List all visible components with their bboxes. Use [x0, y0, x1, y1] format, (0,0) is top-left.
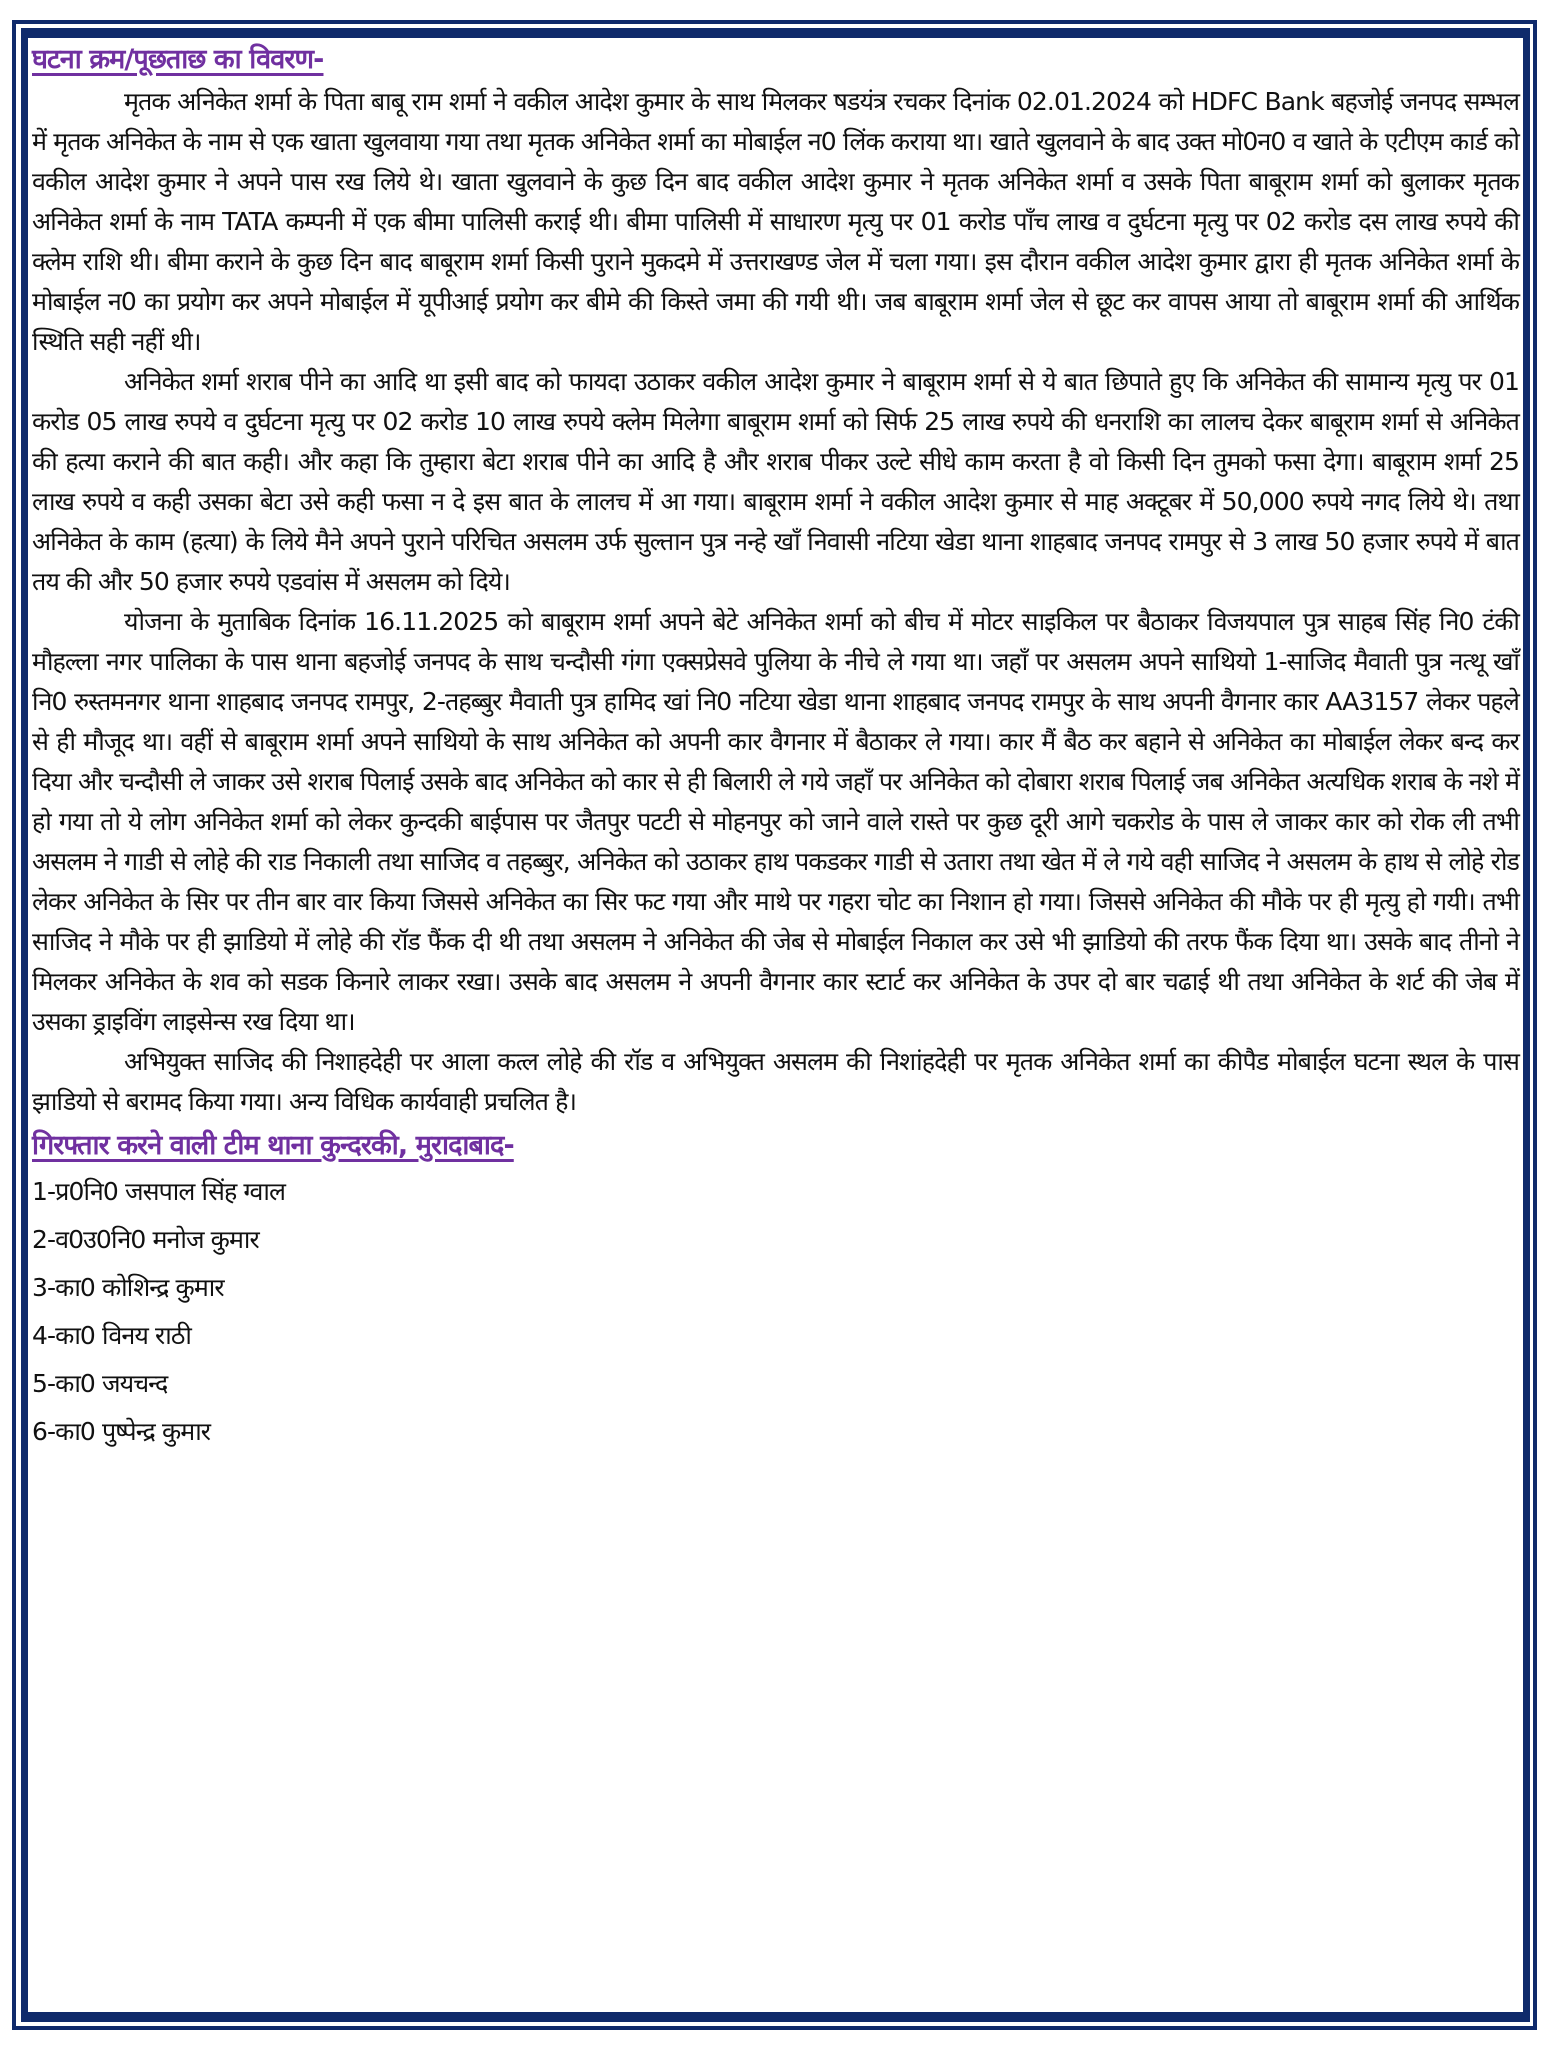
- team-member: 3-का0 कोशिन्द्र कुमार: [32, 1273, 224, 1302]
- incident-paragraph-3: [32, 602, 1519, 1042]
- team-member: 2-व0उ0नि0 मनोज कुमार: [32, 1225, 259, 1254]
- team-member: 5-का0 जयचन्द: [32, 1369, 168, 1398]
- team-member: 4-का0 विनय राठी: [32, 1321, 191, 1350]
- document-body: [32, 38, 1519, 1456]
- incident-paragraph-1: [32, 82, 1519, 362]
- incident-details-heading: घटना क्रम/पूछताछ का विवरण-: [32, 44, 324, 75]
- incident-paragraph-1-text: मृतक अनिकेत शर्मा के पिता बाबू राम शर्मा ने वकील आदेश कुमार के साथ मिलकर षडयंत्र रचकर दिनांक 02.01.2024 को HDFC Bank बहजोई जनपद सम्भल में मृतक अनिकेत के नाम से एक खाता खुलवाया गया तथा मृतक अनिकेत शर्मा का मोबाईल न0 लिंक कराया था। खाते खुलवाने के बाद उक्त मो0न0 व खाते के एटीएम कार्ड को वकील आदेश कुमार ने अपने पास रख लिये थे। खाता खुलवाने के कुछ दिन बाद वकील आदेश कुमार ने मृतक अनिकेत शर्मा व उसके पिता बाबूराम शर्मा को बुलाकर मृतक अनिकेत शर्मा के नाम TATA कम्पनी में एक बीमा पालिसी कराई थी। बीमा पालिसी में साधारण मृत्यु पर 01 करोड पाँच लाख व दुर्घटना मृत्यु पर 02 करोड दस लाख रुपये की क्लेम राशि थी। बीमा कराने के कुछ दिन बाद बाबूराम शर्मा किसी पुराने मुकदमे में उत्तराखण्ड जेल में चला गया। इस दौरान वकील आदेश कुमार द्वारा ही मृतक अनिकेत शर्मा के मोबाईल न0 का प्रयोग कर अपने मोबाईल में यूपीआई प्रयोग कर बीमे की किस्ते जमा की गयी थी। जब बाबूराम शर्मा जेल से छूट कर वापस आया तो बाबूराम शर्मा की आर्थिक स्थिति सही नहीं थी।: [32, 87, 1519, 356]
- incident-paragraph-3-text: योजना के मुताबिक दिनांक 16.11.2025 को बाबूराम शर्मा अपने बेटे अनिकेत शर्मा को बीच में मोटर साइकिल पर बैठाकर विजयपाल पुत्र साहब सिंह नि0 टंकी मौहल्ला नगर पालिका के पास थाना बहजोई जनपद के साथ चन्दौसी गंगा एक्सप्रेसवे पुलिया के नीचे ले गया था। जहाँ पर असलम अपने साथियो 1-साजिद मैवाती पुत्र नत्थू खाँ नि0 रुस्तमनगर थाना शाहबाद जनपद रामपुर, 2-तहब्बुर मैवाती पुत्र हामिद खां नि0 नटिया खेडा थाना शाहबाद जनपद रामपुर के साथ अपनी वैगनार कार AA3157 लेकर पहले से ही मौजूद था। वहीं से बाबूराम शर्मा अपने साथियो के साथ अनिकेत को अपनी कार वैगनार में बैठाकर ले गया। कार मैं बैठ कर बहाने से अनिकेत का मोबाईल लेकर बन्द कर दिया और चन्दौसी ले जाकर उसे शराब पिलाई उसके बाद अनिकेत को कार से ही बिलारी ले गये जहाँ पर अनिकेत को दोबारा शराब पिलाई जब अनिकेत अत्यधिक शराब के नशे में हो गया तो ये लोग अनिकेत शर्मा को लेकर कुन्दकी बाईपास पर जैतपुर पटटी से मोहनपुर को जाने वाले रास्ते पर कुछ दूरी आगे चकरोड के पास ले जाकर कार को रोक ली तभी असलम ने गाडी से लोहे की राड निकाली तथा साजिद व तहब्बुर, अनिकेत को उठाकर हाथ पकडकर गाडी से उतारा तथा खेत में ले गये वही साजिद ने असलम के हाथ से लोहे रोड लेकर अनिकेत के सिर पर तीन बार वार किया जिससे अनिकेत का सिर फट गया और माथे पर गहरा चोट का निशान हो गया। जिससे अनिकेत की मौके पर ही मृत्यु हो गयी। तभी साजिद ने मौके पर ही झाडियो में लोहे की रॉड फैंक दी थी तथा असलम ने अनिकेत की जेब से मोबाईल निकाल कर उसे भी झाडियो की तरफ फैंक दिया था। उसके बाद तीनो ने मिलकर अनिकेत के शव को सडक किनारे लाकर रखा। उसके बाद असलम ने अपनी वैगनार कार स्टार्ट कर अनिकेत के उपर दो बार चढाई थी तथा अनिकेत के शर्ट की जेब में उसका ड्राइविंग लाइसेन्स रख दिया था।: [32, 607, 1519, 1036]
- team-member: 1-प्र0नि0 जसपाल सिंह ग्वाल: [32, 1177, 286, 1206]
- arrest-team-heading: गिरफ्तार करने वाली टीम थाना कुन्दरकी, मुरादाबाद-: [32, 1130, 514, 1161]
- incident-paragraph-4-text: अभियुक्त साजिद की निशाहदेही पर आला कत्ल लोहे की रॉड व अभियुक्त असलम की निशांहदेही पर मृतक अनिकेत शर्मा का कीपैड मोबाईल घटना स्थल के पास झाडियो से बरामद किया गया। अन्य विधिक कार्यवाही प्रचलित है।: [32, 1047, 1519, 1116]
- arrest-team-list: [32, 1168, 1519, 1456]
- incident-paragraph-2-text: अनिकेत शर्मा शराब पीने का आदि था इसी बाद को फायदा उठाकर वकील आदेश कुमार ने बाबूराम शर्मा से ये बात छिपाते हुए कि अनिकेत की सामान्य मृत्यु पर 01 करोड 05 लाख रुपये व दुर्घटना मृत्यु पर 02 करोड 10 लाख रुपये क्लेम मिलेगा बाबूराम शर्मा को सिर्फ 25 लाख रुपये की धनराशि का लालच देकर बाबूराम शर्मा से अनिकेत की हत्या कराने की बात कही। और कहा कि तुम्हारा बेटा शराब पीने का आदि है और शराब पीकर उल्टे सीधे काम करता है वो किसी दिन तुमको फसा देगा। बाबूराम शर्मा 25 लाख रुपये व कही उसका बेटा उसे कही फसा न दे इस बात के लालच में आ गया। बाबूराम शर्मा ने वकील आदेश कुमार से माह अक्टूबर में 50,000 रुपये नगद लिये थे। तथा अनिकेत के काम (हत्या) के लिये मैने अपने पुराने परिचित असलम उर्फ सुल्तान पुत्र नन्हे खाँ निवासी नटिया खेडा थाना शाहबाद जनपद रामपुर से 3 लाख 50 हजार रुपये में बात तय की और 50 हजार रुपये एडवांस में असलम को दिये।: [32, 367, 1519, 596]
- incident-paragraph-4: [32, 1042, 1519, 1122]
- team-member: 6-का0 पुष्पेन्द्र कुमार: [32, 1417, 211, 1446]
- incident-paragraph-2: [32, 362, 1519, 602]
